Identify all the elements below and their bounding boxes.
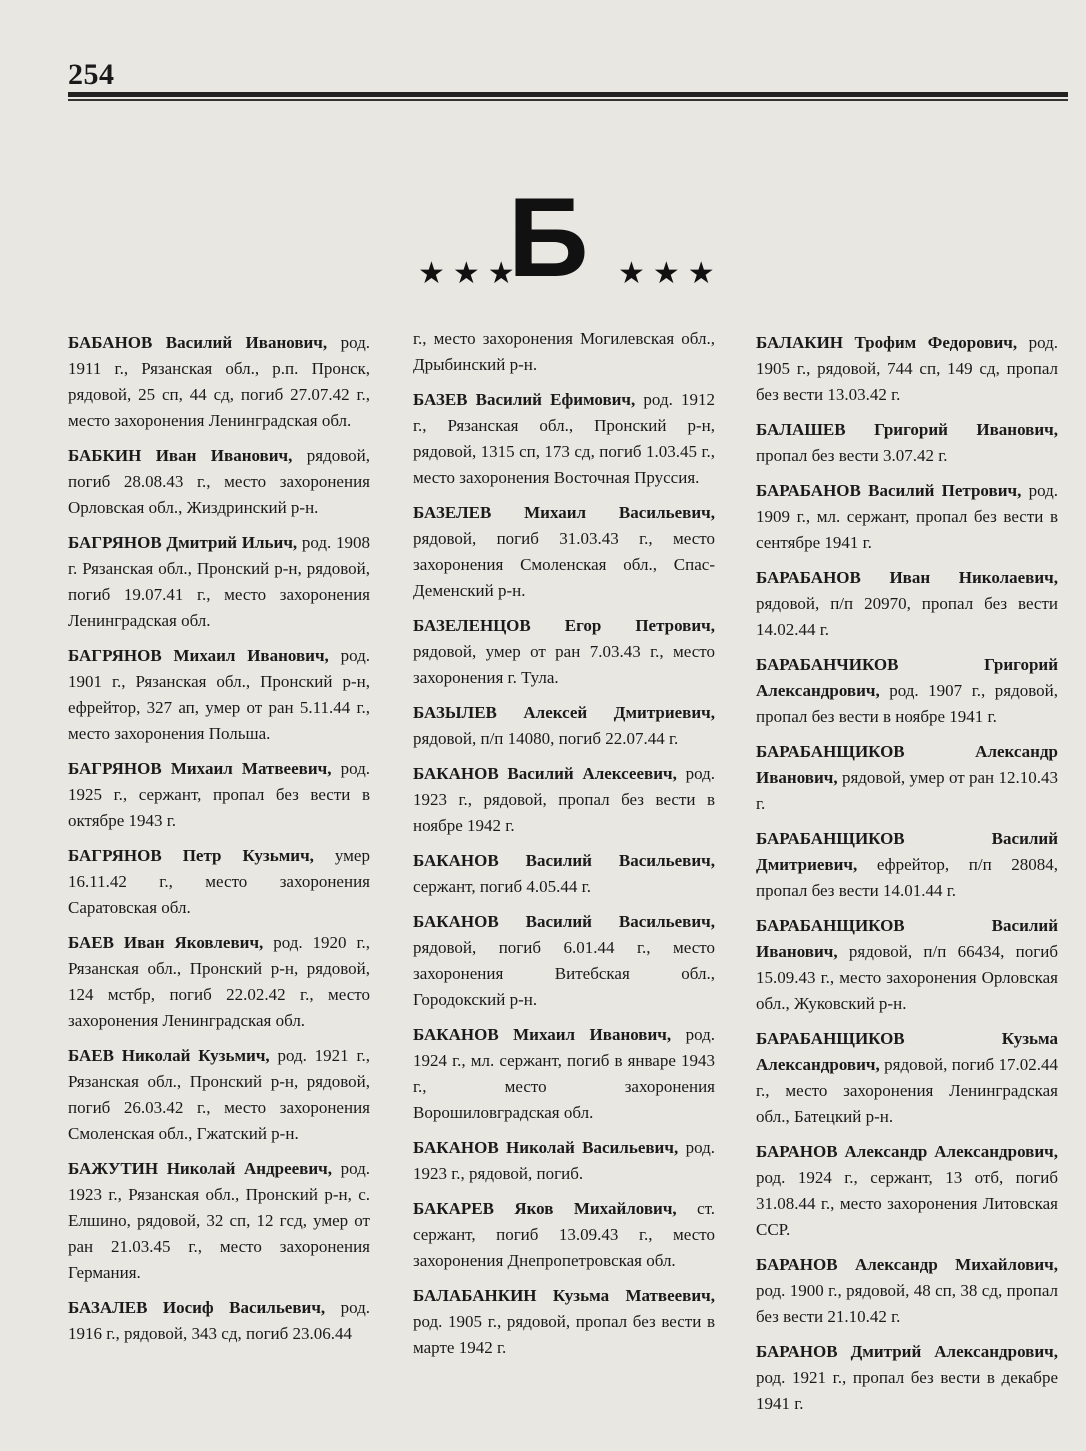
person-name: БАРАБАНОВ Иван Николаевич,: [756, 568, 1058, 587]
person-entry: [756, 826, 1058, 904]
person-details: род. 1907 г., рядовой, пропал без вести в ноябре 1941 г.: [756, 681, 1058, 726]
person-details: род. 1905 г., рядовой, 744 сп, 149 сд, пропал без вести 13.03.42 г.: [756, 333, 1058, 404]
person-entry: [756, 330, 1058, 408]
person-name: БАРАНОВ Дмитрий Александрович,: [756, 1342, 1058, 1361]
person-entry: [413, 700, 715, 752]
person-entry: [68, 330, 370, 434]
person-details: род. 1925 г., сержант, пропал без вести в октябре 1943 г.: [68, 759, 370, 830]
column-1: [68, 330, 370, 1356]
person-entry: [756, 1339, 1058, 1417]
header-rule-thick: [68, 92, 1068, 97]
person-details: рядовой, п/п 20970, пропал без вести 14.02.44 г.: [756, 594, 1058, 639]
person-entry: [756, 565, 1058, 643]
section-letter-heading: [410, 175, 723, 300]
person-entry: [756, 913, 1058, 1017]
person-entry: [413, 1283, 715, 1361]
person-name: БАКАНОВ Василий Алексеевич,: [413, 764, 677, 783]
person-details: род. 1921 г., Рязанская обл., Пронский р-н, рядовой, погиб 26.03.42 г., место захоронения Смоленская обл., Гжатский р-н.: [68, 1046, 371, 1143]
person-details: род. 1905 г., рядовой, пропал без вести в марте 1942 г.: [413, 1312, 715, 1357]
person-details: г., место захоронения Могилевская обл., Дрыбинский р-н.: [413, 329, 715, 374]
person-details: рядовой, умер от ран 12.10.43 г.: [756, 768, 1058, 813]
person-details: род. 1923 г., рядовой, пропал без вести в ноябре 1942 г.: [413, 764, 715, 835]
person-details: рядовой, погиб 31.03.43 г., место захоронения Смоленская обл., Спас-Деменский р-н.: [413, 529, 715, 600]
person-details: род. 1908 г. Рязанская обл., Пронский р-н, рядовой, погиб 19.07.41 г., место захоронения Ленинградская обл.: [68, 533, 370, 630]
person-name: БАЗАЛЕВ Иосиф Васильевич,: [68, 1298, 326, 1317]
person-details: род. 1911 г., Рязанская обл., р.п. Пронск, рядовой, 25 сп, 44 сд, погиб 27.07.42 г., место захоронения Ленинградская обл.: [68, 333, 370, 430]
person-name: БАГРЯНОВ Дмитрий Ильич,: [68, 533, 298, 552]
person-details: род. 1900 г., рядовой, 48 сп, 38 сд, пропал без вести 21.10.42 г.: [756, 1281, 1058, 1326]
person-name: БАЛАБАНКИН Кузьма Матвеевич,: [413, 1286, 715, 1305]
person-details: род. 1909 г., мл. сержант, пропал без вести в сентябре 1941 г.: [756, 481, 1058, 552]
person-entry: [413, 613, 715, 691]
person-name: БАЕВ Николай Кузьмич,: [68, 1046, 270, 1065]
person-name: БАЗЕЛЕВ Михаил Васильевич,: [413, 503, 715, 522]
person-details: рядовой, п/п 66434, погиб 15.09.43 г., место захоронения Орловская обл., Жуковский р-н.: [756, 942, 1058, 1013]
person-details: род. 1912 г., Рязанская обл., Пронский р-н, рядовой, 1315 сп, 173 сд, погиб 1.03.45 г., место захоронения Восточная Пруссия.: [413, 390, 715, 487]
person-entry: [756, 1026, 1058, 1130]
person-name: БАЗЫЛЕВ Алексей Дмитриевич,: [413, 703, 715, 722]
person-name: БАКАРЕВ Яков Михайлович,: [413, 1199, 677, 1218]
person-details: род. 1920 г., Рязанская обл., Пронский р-н, рядовой, 124 мстбр, погиб 22.02.42 г., место захоронения Ленинградская обл.: [68, 933, 370, 1030]
person-details: род. 1901 г., Рязанская обл., Пронский р-н, ефрейтор, 327 ап, умер от ран 5.11.44 г., место захоронения Польша.: [68, 646, 370, 743]
person-entry: [68, 530, 370, 634]
person-entry: [68, 1043, 370, 1147]
person-details: рядовой, п/п 14080, погиб 22.07.44 г.: [413, 729, 679, 748]
person-details: род. 1923 г., Рязанская обл., Пронский р-н, с. Елшино, рядовой, 32 сп, 12 гсд, умер от ран 21.03.45 г., место захоронения Германия.: [68, 1159, 370, 1282]
person-entry: [756, 417, 1058, 469]
person-details: род. 1921 г., пропал без вести в декабре 1941 г.: [756, 1368, 1058, 1413]
person-name: БАЗЕЛЕНЦОВ Егор Петрович,: [413, 616, 715, 635]
person-name: БАБКИН Иван Иванович,: [68, 446, 293, 465]
person-details: умер 16.11.42 г., место захоронения Саратовская обл.: [68, 846, 370, 917]
header-rule-thin: [68, 99, 1068, 101]
person-entry: [413, 387, 715, 491]
person-entry: [413, 761, 715, 839]
person-name: БАЕВ Иван Яковлевич,: [68, 933, 264, 952]
person-entry: [756, 1139, 1058, 1243]
person-name: БАЛАШЕВ Григорий Иванович,: [756, 420, 1058, 439]
person-details: род. 1924 г., сержант, 13 отб, погиб 31.08.44 г., место захоронения Литовская ССР.: [756, 1168, 1058, 1239]
person-name: БАКАНОВ Михаил Иванович,: [413, 1025, 672, 1044]
section-letter: Б: [508, 175, 589, 300]
person-details: род. 1924 г., мл. сержант, погиб в январе 1943 г., место захоронения Ворошиловградская обл.: [413, 1025, 715, 1122]
person-details: ефрейтор, п/п 28084, пропал без вести 14.01.44 г.: [756, 855, 1058, 900]
person-entry: [68, 643, 370, 747]
person-name: БАКАНОВ Николай Васильевич,: [413, 1138, 679, 1157]
person-details: пропал без вести 3.07.42 г.: [756, 446, 948, 465]
person-name: БАЖУТИН Николай Андреевич,: [68, 1159, 332, 1178]
column-3: [756, 330, 1058, 1426]
person-details: род. 1916 г., рядовой, 343 сд, погиб 23.06.44: [68, 1298, 370, 1343]
person-entry: [68, 930, 370, 1034]
stars-right-ornament: ★★★: [618, 256, 723, 291]
person-entry: [413, 1022, 715, 1126]
person-name: БАГРЯНОВ Михаил Иванович,: [68, 646, 329, 665]
person-entry: [413, 1135, 715, 1187]
person-entry: [413, 848, 715, 900]
person-entry: [68, 756, 370, 834]
person-entry: [68, 1295, 370, 1347]
person-entry: [756, 652, 1058, 730]
page-number: 254: [68, 58, 115, 91]
person-entry: [756, 478, 1058, 556]
person-details: род. 1923 г., рядовой, погиб.: [413, 1138, 715, 1183]
person-name: БАРАБАНЩИКОВ Кузьма Александрович,: [756, 1029, 1058, 1074]
person-name: БАРАБАНЩИКОВ Василий Дмитриевич,: [756, 829, 1058, 874]
person-details: рядовой, погиб 17.02.44 г., место захоронения Ленинградская обл., Батецкий р-н.: [756, 1055, 1058, 1126]
person-name: БАГРЯНОВ Михаил Матвеевич,: [68, 759, 332, 778]
person-details: ст. сержант, погиб 13.09.43 г., место захоронения Днепропетровская обл.: [413, 1199, 715, 1270]
person-entry: [413, 909, 715, 1013]
person-details: рядовой, погиб 28.08.43 г., место захоронения Орловская обл., Жиздринский р-н.: [68, 446, 370, 517]
person-name: БАКАНОВ Василий Васильевич,: [413, 912, 715, 931]
person-name: БАРАБАНЩИКОВ Александр Иванович,: [756, 742, 1058, 787]
person-entry: [413, 500, 715, 604]
person-name: БАБАНОВ Василий Иванович,: [68, 333, 328, 352]
person-details: рядовой, погиб 6.01.44 г., место захоронения Витебская обл., Городокский р-н.: [413, 938, 715, 1009]
person-entry: [756, 1252, 1058, 1330]
person-name: БАРАБАНЧИКОВ Григорий Александрович,: [756, 655, 1058, 700]
stars-left-ornament: ★★★: [418, 256, 523, 291]
person-details: рядовой, умер от ран 7.03.43 г., место захоронения г. Тула.: [413, 642, 715, 687]
person-name: БАКАНОВ Василий Васильевич,: [413, 851, 715, 870]
person-name: БАЛАКИН Трофим Федорович,: [756, 333, 1018, 352]
person-entry: [68, 1156, 370, 1286]
person-name: БАРАНОВ Александр Александрович,: [756, 1142, 1058, 1161]
person-name: БАРАБАНЩИКОВ Василий Иванович,: [756, 916, 1058, 961]
person-name: БАРАБАНОВ Василий Петрович,: [756, 481, 1022, 500]
column-2: [413, 326, 715, 1370]
person-entry: [68, 843, 370, 921]
person-entry: [413, 1196, 715, 1274]
person-details: сержант, погиб 4.05.44 г.: [413, 877, 591, 896]
person-name: БАРАНОВ Александр Михайлович,: [756, 1255, 1058, 1274]
person-entry: [413, 326, 715, 378]
person-entry: [756, 739, 1058, 817]
person-name: БАГРЯНОВ Петр Кузьмич,: [68, 846, 314, 865]
person-name: БАЗЕВ Василий Ефимович,: [413, 390, 636, 409]
person-entry: [68, 443, 370, 521]
